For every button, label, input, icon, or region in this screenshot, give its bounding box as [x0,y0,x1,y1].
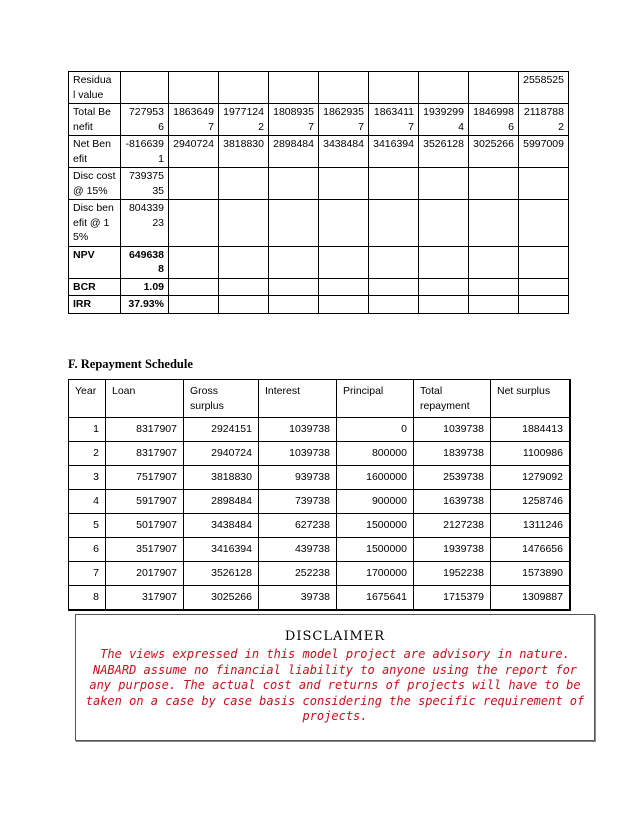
table-cell [169,168,219,200]
column-header: Net surplus [491,380,570,418]
table-row [69,538,570,562]
table-cell: 6496388 [121,246,169,278]
table-cell: 252238 [259,562,337,586]
table-cell: 1039738 [259,418,337,442]
table-cell: 900000 [337,490,414,514]
table-cell: 3526128 [184,562,259,586]
row-label: NPV [69,246,121,278]
table-cell: 5 [69,514,106,538]
table-cell [319,168,369,200]
column-header: Principal [337,380,414,418]
table-cell: 7517907 [106,466,184,490]
table-cell [219,278,269,296]
table-cell: 7279536 [121,104,169,136]
table-cell [369,246,419,278]
table-cell [469,246,519,278]
table-cell [219,72,269,104]
table-cell [419,200,469,247]
table-cell [369,200,419,247]
table-cell: 2017907 [106,562,184,586]
row-label: Disc cost @ 15% [69,168,121,200]
table-cell: 73937535 [121,168,169,200]
table-cell [169,296,219,314]
table-cell: 2940724 [184,442,259,466]
column-header: Interest [259,380,337,418]
table-cell [519,200,569,247]
table-row [69,514,570,538]
table-cell: 1500000 [337,514,414,538]
disclaimer-box [75,614,595,741]
cost-benefit-row [69,200,569,247]
table-cell: 6 [69,538,106,562]
table-cell: 8317907 [106,418,184,442]
table-cell: 19392994 [419,104,469,136]
table-cell: 3526128 [419,136,469,168]
table-cell: 317907 [106,586,184,610]
table-cell: 1039738 [414,418,491,442]
table-cell [319,246,369,278]
table-cell: 1 [69,418,106,442]
table-cell: 3 [69,466,106,490]
table-cell: 21187882 [519,104,569,136]
table-cell: 5917907 [106,490,184,514]
table-cell: 2898484 [269,136,319,168]
table-cell [219,200,269,247]
table-cell: 1573890 [491,562,570,586]
table-cell [519,296,569,314]
table-cell: 37.93% [121,296,169,314]
table-cell: 1600000 [337,466,414,490]
table-cell [469,296,519,314]
table-cell [519,246,569,278]
table-cell [219,246,269,278]
table-cell [169,246,219,278]
table-cell: 439738 [259,538,337,562]
table-cell: 18629357 [319,104,369,136]
cost-benefit-row [69,168,569,200]
table-cell: 3416394 [184,538,259,562]
table-cell: 18634117 [369,104,419,136]
table-cell [519,168,569,200]
table-cell: 2924151 [184,418,259,442]
table-cell: 5997009 [519,136,569,168]
row-label: IRR [69,296,121,314]
table-cell: 2539738 [414,466,491,490]
table-cell: 1.09 [121,278,169,296]
table-cell: 1884413 [491,418,570,442]
row-label: Total Benefit [69,104,121,136]
table-cell [419,246,469,278]
table-cell: 939738 [259,466,337,490]
table-cell [419,72,469,104]
table-cell: 1311246 [491,514,570,538]
table-cell: 3025266 [469,136,519,168]
cost-benefit-row [69,104,569,136]
column-header: Total repayment [414,380,491,418]
table-cell [419,296,469,314]
table-cell: 1839738 [414,442,491,466]
table-cell: 0 [337,418,414,442]
table-cell: 2940724 [169,136,219,168]
cost-benefit-row [69,136,569,168]
table-cell [369,72,419,104]
table-cell [469,168,519,200]
table-cell [519,278,569,296]
table-cell [469,278,519,296]
table-cell: 39738 [259,586,337,610]
table-cell [269,200,319,247]
table-cell: 1952238 [414,562,491,586]
table-cell: 3416394 [369,136,419,168]
table-cell: 1675641 [337,586,414,610]
table-cell: 1039738 [259,442,337,466]
cost-benefit-table [68,71,569,314]
disclaimer-text: The views expressed in this model project are advisory in nature. NABARD assume no financial liability to anyone using the report for any purpose. The actual cost and returns of projects will have to be taken on a case by case basis considering the specific requirement of projects. [85,647,585,723]
cost-benefit-row [69,278,569,296]
table-cell: 3818830 [219,136,269,168]
table-cell: 627238 [259,514,337,538]
table-cell: 2898484 [184,490,259,514]
table-cell: 1309887 [491,586,570,610]
row-label: Disc benefit @ 15% [69,200,121,247]
table-cell: 1100986 [491,442,570,466]
table-cell: 2 [69,442,106,466]
table-cell [269,278,319,296]
table-cell: 1500000 [337,538,414,562]
table-row [69,490,570,514]
table-cell [319,200,369,247]
table-cell [219,296,269,314]
column-header: Gross surplus [184,380,259,418]
table-row [69,586,570,610]
table-cell [469,200,519,247]
table-cell: 8 [69,586,106,610]
cost-benefit-row [69,296,569,314]
table-cell: 19771242 [219,104,269,136]
row-label: Residua l value [69,72,121,104]
column-header: Year [69,380,106,418]
table-cell [169,200,219,247]
table-cell [219,168,269,200]
table-cell: 3438484 [184,514,259,538]
table-cell [369,168,419,200]
table-cell: 739738 [259,490,337,514]
table-cell: 1700000 [337,562,414,586]
table-cell [169,278,219,296]
row-label: Net Benefit [69,136,121,168]
table-row [69,418,570,442]
table-cell: 2558525 [519,72,569,104]
table-cell [269,72,319,104]
table-cell: 18636497 [169,104,219,136]
table-cell: 4 [69,490,106,514]
table-cell: 3818830 [184,466,259,490]
table-row [69,466,570,490]
table-cell: 3517907 [106,538,184,562]
table-cell: 5017907 [106,514,184,538]
table-cell [369,296,419,314]
repayment-schedule-table [68,379,570,610]
table-cell: 7 [69,562,106,586]
column-header: Loan [106,380,184,418]
table-cell: 18089357 [269,104,319,136]
table-cell [121,72,169,104]
disclaimer-title: DISCLAIMER [284,629,386,644]
table-cell [169,72,219,104]
table-cell [469,72,519,104]
table-cell: -8166391 [121,136,169,168]
table-cell [319,72,369,104]
table-cell: 1279092 [491,466,570,490]
table-cell: 18469986 [469,104,519,136]
table-row [69,442,570,466]
table-cell: 1258746 [491,490,570,514]
table-cell: 1715379 [414,586,491,610]
table-cell [419,278,469,296]
table-cell [319,296,369,314]
table-cell: 800000 [337,442,414,466]
table-cell: 3438484 [319,136,369,168]
section-title: F. Repayment Schedule [68,357,193,371]
table-cell [319,278,369,296]
table-cell: 2127238 [414,514,491,538]
table-cell: 1639738 [414,490,491,514]
table-cell: 80433923 [121,200,169,247]
table-cell [419,168,469,200]
cost-benefit-row [69,246,569,278]
row-label: BCR [69,278,121,296]
cost-benefit-row [69,72,569,104]
table-cell: 1476656 [491,538,570,562]
table-cell [269,246,319,278]
table-cell [269,168,319,200]
table-row [69,562,570,586]
table-cell [269,296,319,314]
table-cell: 1939738 [414,538,491,562]
table-cell: 8317907 [106,442,184,466]
table-cell [369,278,419,296]
table-cell: 3025266 [184,586,259,610]
